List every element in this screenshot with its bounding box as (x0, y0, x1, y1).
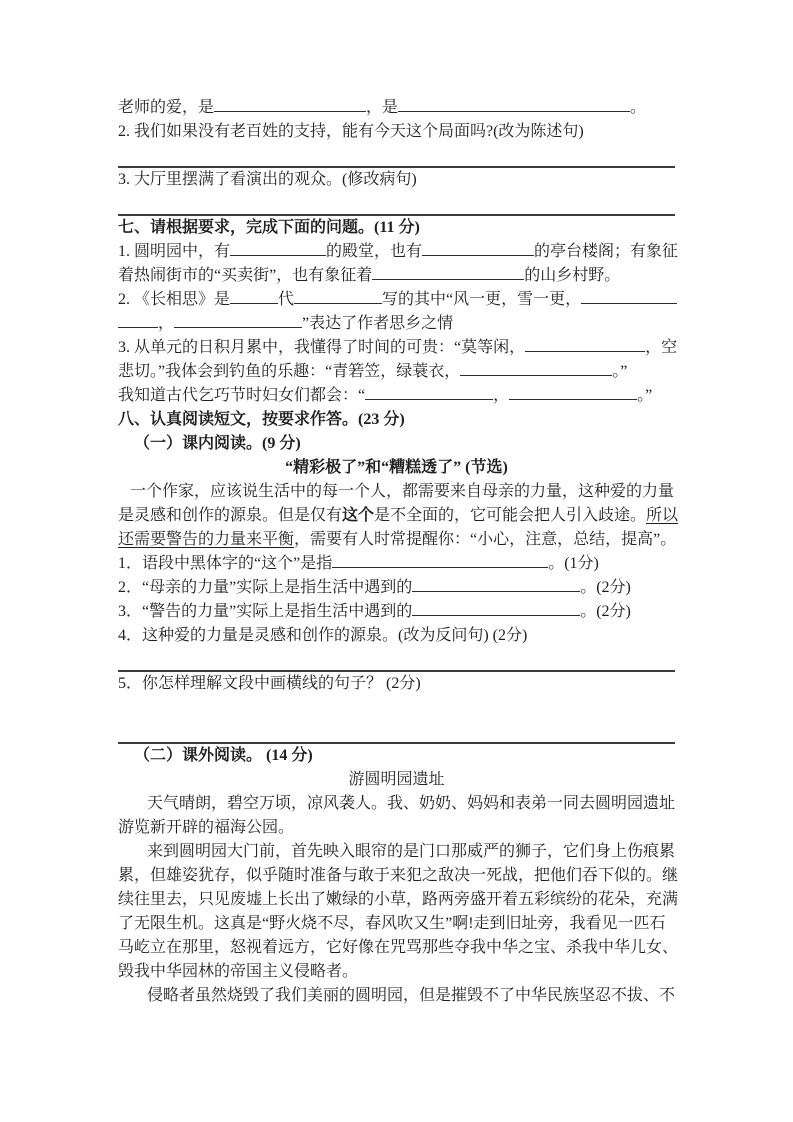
answer-blank (372, 265, 524, 280)
text-segment: 来到圆明园大门前，首先映入眼帘的是门口那威严的狮子，它们身上伤痕累 (147, 843, 676, 860)
text-segment: 写的其中“风一更，雪一更， (382, 291, 582, 308)
part-2-heading (118, 744, 675, 768)
text-segment: （二）课外阅读。 (14 分) (134, 747, 313, 764)
answer-blank (412, 601, 580, 616)
passage-2-line5 (118, 888, 679, 912)
text-segment: 2．“母亲的力量”实际上是指生活中遇到的 (118, 579, 413, 596)
answer-blank (412, 577, 580, 592)
blank-line (118, 696, 675, 720)
part-1-heading (118, 432, 675, 456)
passage-2-line4 (118, 864, 679, 888)
text-segment: 是灵感和创作的源泉。但是仅有 (118, 507, 343, 524)
answer-line (118, 144, 675, 168)
answer-blank (460, 361, 612, 376)
passage-1-line1 (118, 480, 675, 504)
passage-2-line9 (118, 984, 675, 1008)
text-segment: 。(1分) (548, 555, 599, 572)
text-segment: 。(2分) (580, 579, 631, 596)
q7-3-line1 (118, 336, 678, 360)
text-segment: 。” (637, 387, 653, 404)
answer-blank (294, 289, 382, 304)
text-segment: 游览新开辟的福海公园。 (118, 819, 295, 836)
q7-1-line1 (118, 240, 679, 264)
text-segment: ，需要有人时常提醒你：“小心，注意，总结，提高”。 (294, 531, 677, 548)
q8-1-4 (118, 624, 675, 648)
passage-1-line3 (118, 528, 675, 552)
text-segment: “精彩极了”和“糟糕透了” (节选) (285, 459, 508, 476)
text-segment: 。(2分) (580, 603, 631, 620)
text-segment: 5．你怎样理解文段中画横线的句子？ (2分) (118, 675, 421, 692)
text-segment: 还需要警告的力量来平衡 (118, 531, 295, 548)
text-segment: 续往里去，只见废墟上长出了嫩绿的小草，路两旁盛开着五彩缤纷的花朵，充满 (118, 891, 679, 908)
text-segment: 天气晴朗，碧空万顷，凉风袭人。我、奶奶、妈妈和表弟一同去圆明园遗址 (147, 795, 676, 812)
text-segment: 1. 圆明园中，有 (118, 243, 231, 260)
answer-blank (230, 289, 278, 304)
text-segment: 的殿堂，也有 (326, 243, 423, 260)
question-6-2 (118, 120, 675, 144)
passage-1-line2 (118, 504, 679, 528)
q8-1-5 (118, 672, 675, 696)
q8-1-1 (118, 552, 675, 576)
text-segment: （一）课内阅读。(9 分) (134, 435, 301, 452)
passage-2-line7 (118, 936, 679, 960)
text-segment: 悲切。”我体会到钓鱼的乐趣：“青箬笠，绿蓑衣， (118, 363, 461, 380)
text-segment: 所以 (646, 507, 679, 524)
answer-blank (214, 97, 366, 112)
text-segment: ”表达了作者思乡之情 (302, 315, 454, 332)
q7-3-line3 (118, 384, 675, 408)
text-segment: 是不全面的，它可能会把人引入歧途。 (374, 507, 647, 524)
answer-blank (174, 313, 302, 328)
text-segment: 3. 大厅里摆满了看演出的观众。(修改病句) (118, 171, 417, 188)
answer-blank (398, 97, 630, 112)
text-segment: ，是 (366, 99, 399, 116)
text-segment: 这个 (342, 507, 375, 524)
text-segment: 七、请根据要求，完成下面的问题。(11 分) (118, 219, 420, 236)
passage-2-line3 (118, 840, 675, 864)
answer-line (118, 192, 675, 216)
text-segment: 。” (612, 363, 628, 380)
passage-2-line6 (118, 912, 675, 936)
passage-1-title (118, 456, 675, 480)
document-body (118, 96, 679, 1008)
text-segment: 一个作家，应该说生活中的每一个人，都需要来自母亲的力量，这种爱的力量 (130, 483, 675, 500)
text-segment: ， (493, 387, 510, 404)
text-segment: 老师的爱，是 (118, 99, 215, 116)
text-segment: 毁我中华园林的帝国主义侵略者。 (118, 963, 359, 980)
text-segment: 3. 从单元的日积月累中，我懂得了时间的可贵：“莫等闲， (118, 339, 526, 356)
text-segment: 累，但雄姿犹存，似乎随时准备与敢于来犯之敌决一死战，把他们吞下似的。继 (118, 867, 679, 884)
answer-blank (509, 385, 637, 400)
text-segment: 2. 《长相思》是 (118, 291, 231, 308)
text-segment: ， (158, 315, 175, 332)
question-6-1-continuation (118, 96, 675, 120)
answer-blank (118, 313, 158, 328)
text-segment: 的山乡村野。 (524, 267, 621, 284)
text-segment: 马屹立在那里，怒视着远方，它好像在咒骂那些夺我中华之宝、杀我中华儿女、 (118, 939, 679, 956)
passage-2-line2 (118, 816, 675, 840)
answer-blank (581, 289, 677, 304)
q7-1-line2 (118, 264, 675, 288)
answer-blank (332, 553, 548, 568)
text-segment: 八、认真阅读短文，按要求作答。(23 分) (118, 411, 405, 428)
answer-blank (422, 241, 534, 256)
q7-2-line2 (118, 312, 675, 336)
answer-line (118, 648, 675, 672)
text-segment: 1．语段中黑体字的“这个”是指 (118, 555, 333, 572)
answer-blank (365, 385, 493, 400)
text-segment: 3．“警告的力量”实际上是指生活中遇到的 (118, 603, 413, 620)
passage-2-line8 (118, 960, 675, 984)
passage-2-title (118, 768, 675, 792)
text-segment: 代 (278, 291, 295, 308)
section-8-heading (118, 408, 675, 432)
text-segment: 了无限生机。这真是“野火烧不尽，春风吹又生”啊!走到旧址旁，我看见一匹石 (118, 915, 666, 932)
section-7-heading (118, 216, 675, 240)
q8-1-2 (118, 576, 675, 600)
text-segment: 我知道古代乞巧节时妇女们都会：“ (118, 387, 366, 404)
text-segment: 4．这种爱的力量是灵感和创作的源泉。(改为反问句) (2分) (118, 627, 528, 644)
q7-2-line1 (118, 288, 675, 312)
text-segment: 侵略者虽然烧毁了我们美丽的圆明园，但是摧毁不了中华民族坚忍不拔、不 (147, 987, 676, 1004)
answer-line (118, 720, 675, 744)
answer-blank (230, 241, 326, 256)
answer-blank (525, 337, 645, 352)
text-segment: 的亭台楼阁；有象征 (534, 243, 679, 260)
passage-2-line1 (118, 792, 675, 816)
q8-1-3 (118, 600, 675, 624)
text-segment: 2. 我们如果没有老百姓的支持，能有今天这个局面吗?(改为陈述句) (118, 123, 584, 140)
text-segment: 游圆明园遗址 (348, 771, 445, 788)
text-segment: 。 (630, 99, 647, 116)
text-segment: 着热闹街市的“买卖街”，也有象征着 (118, 267, 373, 284)
text-segment: ，空 (645, 339, 678, 356)
q7-3-line2 (118, 360, 675, 384)
question-6-3 (118, 168, 675, 192)
